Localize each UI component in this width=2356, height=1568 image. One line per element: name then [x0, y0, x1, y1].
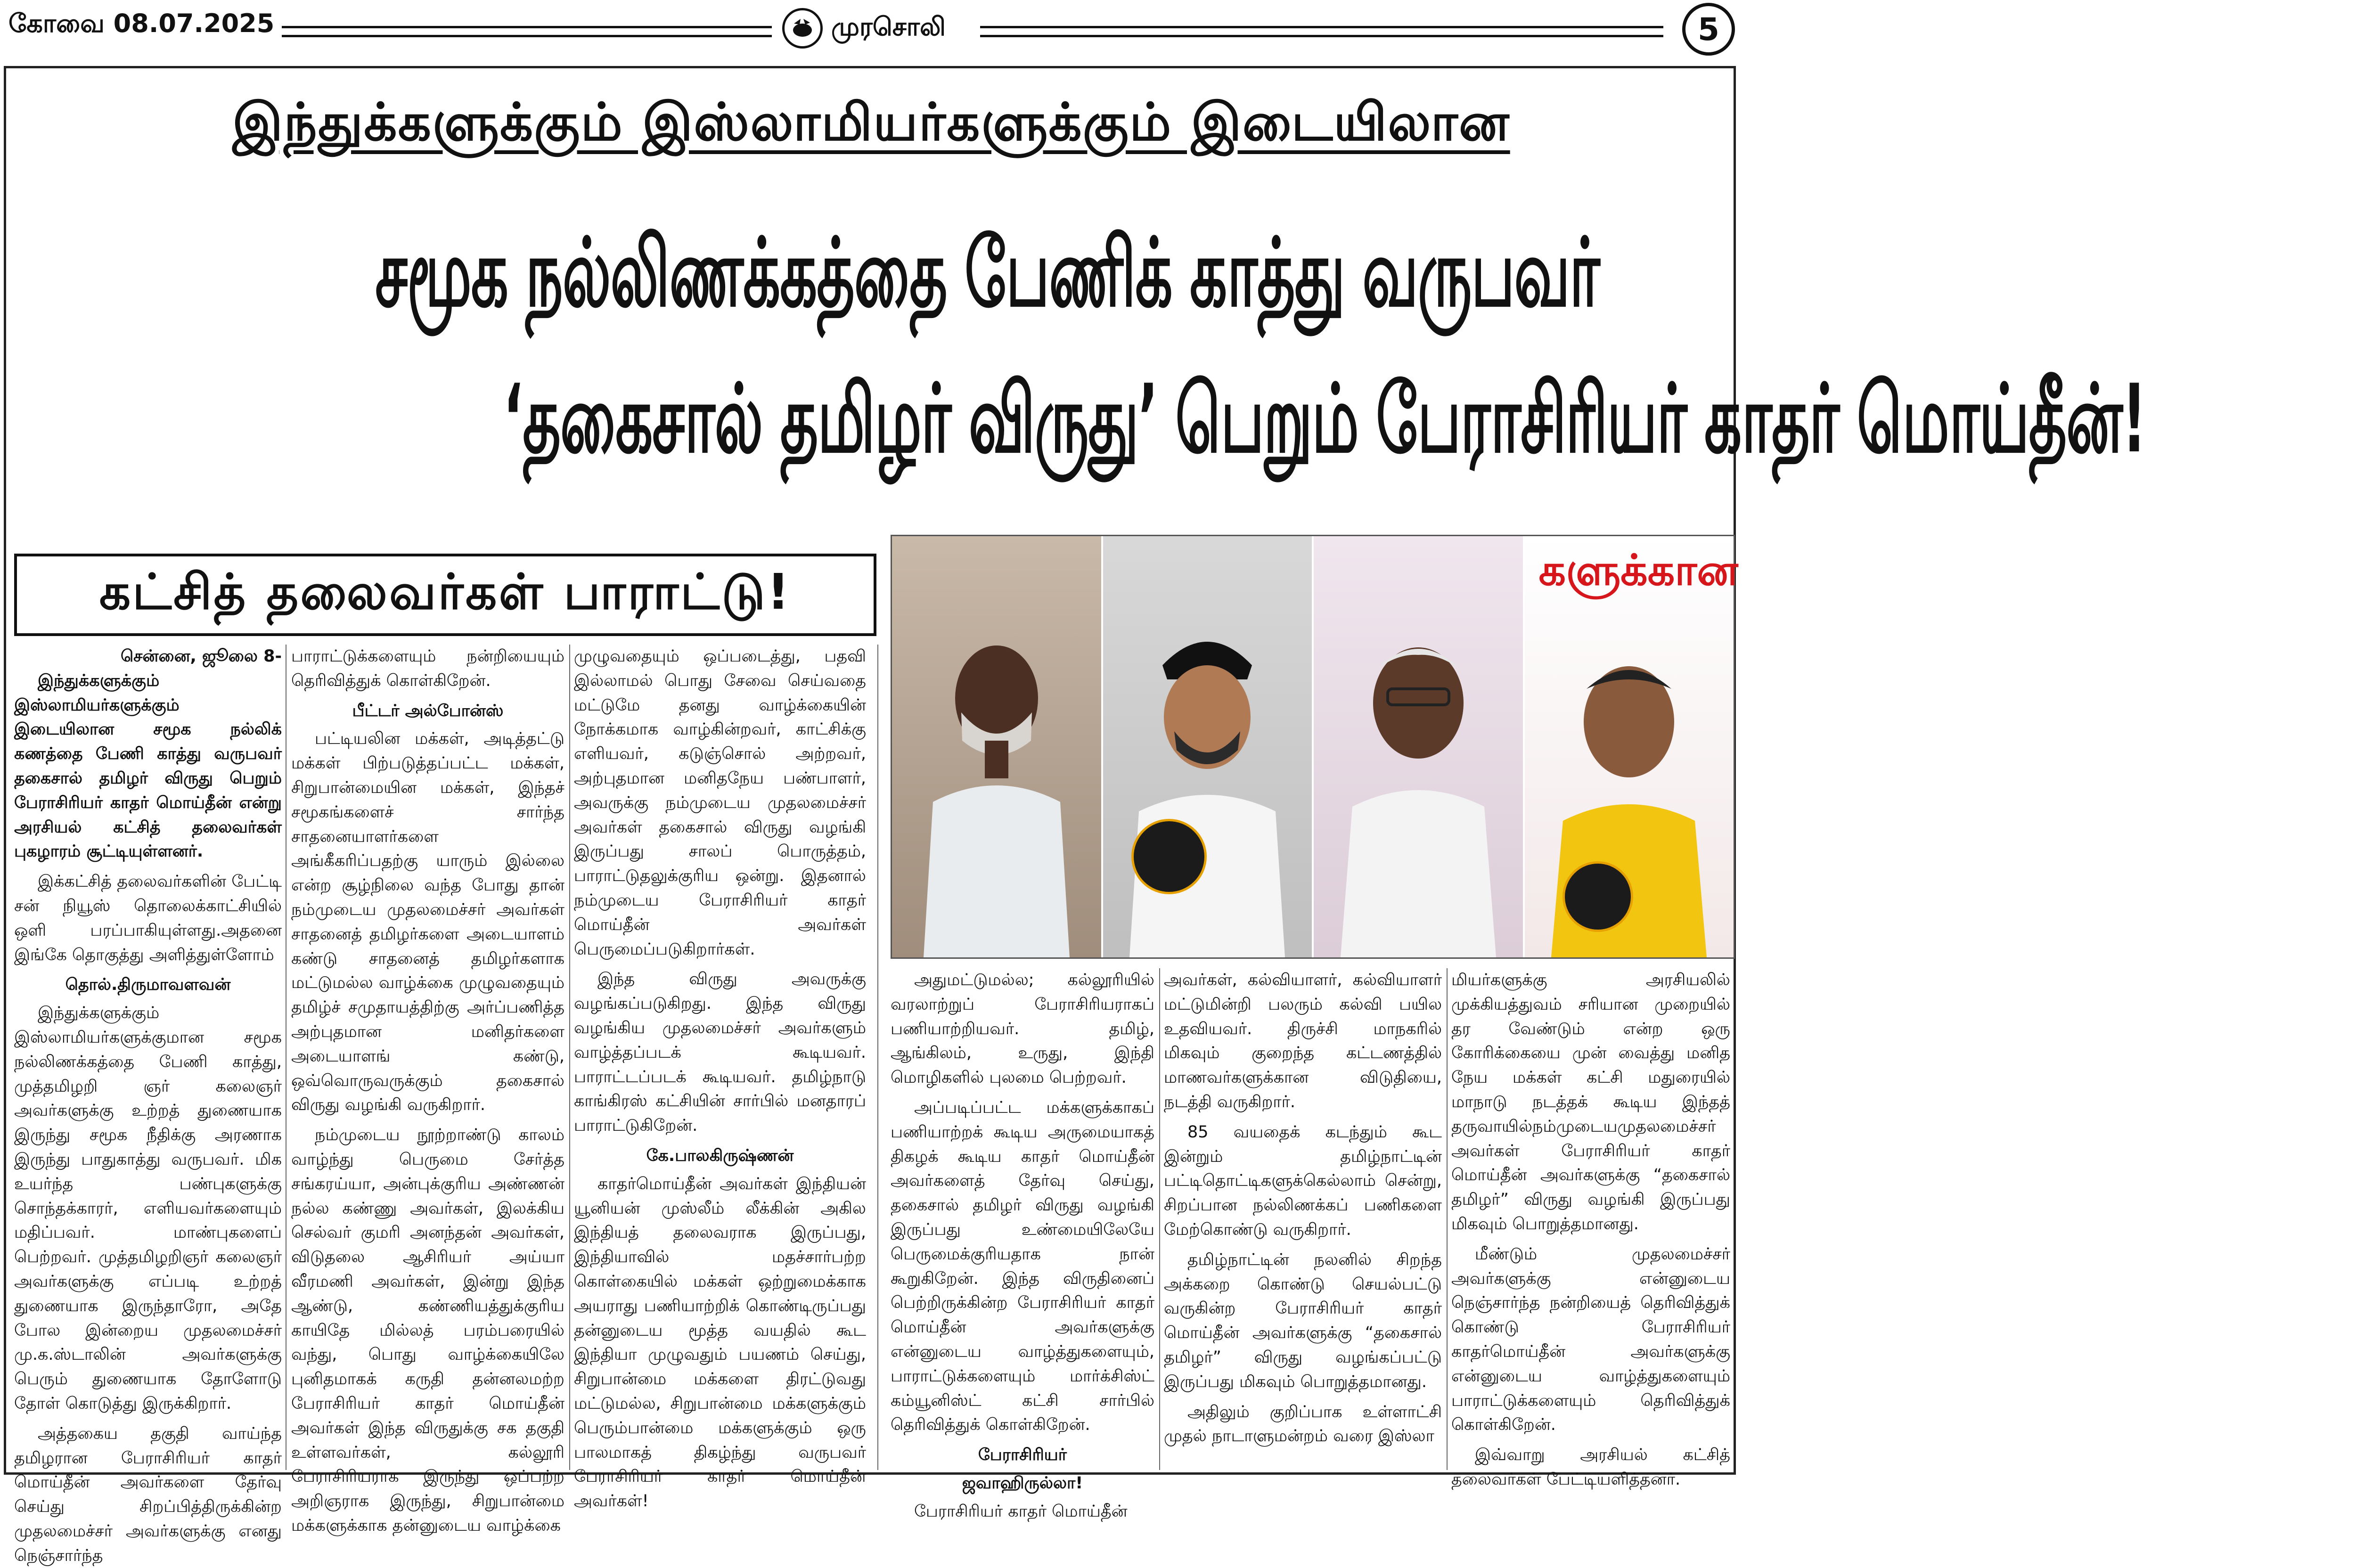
photo-jawahirullah: [1103, 536, 1314, 957]
masthead: [0, 0, 1742, 61]
subhead-box: [14, 554, 876, 636]
speaker-subhead: பீட்டர் அல்போன்ஸ்: [352, 701, 504, 720]
column-rule: [1159, 968, 1160, 1470]
speaker-subhead: தொல்.திருமாவளவன்: [65, 975, 231, 995]
column-rule: [877, 645, 878, 1470]
body-paragraph: அவர்கள், கல்வியாளர், கல்வியாளர் மட்டுமின்றி பலரும் கல்வி பயில உதவியவர். திருச்சி மாநகரில் மிகவும் குறைந்த கட்டணத்தில் மாணவர்களுக்கான விடுதியை, நடத்தி வருகிறார்.: [1164, 971, 1442, 1111]
headline-kicker: [0, 92, 1742, 159]
body-paragraph: நம்முடைய நூற்றாண்டு காலம் வாழ்ந்து பெருமை சேர்த்த சங்கரய்யா, அன்புக்குரிய அண்ணன் நல்ல கண்ணு அவர்கள், இலக்கிய செல்வர் குமரி அனந்தன் அவர்கள், விடுதலை ஆசிரியர் அய்யா வீரமணி அவர்கள், இன்று இந்த ஆண்டு, கண்ணியத்துக்குரிய காயிதே மில்லத் பரம்பரையில் வந்து, பொது வாழ்க்கையிலே புனிதமாகக் கருதி தன்னலமற்ற பேராசிரியர் காதர் மொய்தீன் அவர்கள் இந்த விருதுக்கு சக தகுதி உள்ளவர்கள், கல்லூரி பேராசிரியராக இருந்து ஒப்பற்ற அறிஞராக இருந்து, சிறுபான்மை மக்களுக்காக தன்னுடைய வாழ்க்கை: [291, 1126, 564, 1535]
paper-name: முரசொலி: [831, 11, 946, 41]
article-column-2: [291, 645, 564, 1535]
photo-balakrishnan: [1314, 536, 1525, 957]
edition-date: கோவை 08.07.2025: [8, 8, 275, 38]
body-paragraph: 85 வயதைக் கடந்தும் கூட இன்றும் தமிழ்நாட்டின் பட்டிதொட்டிகளுக்கெல்லாம் சென்று, சிறப்பான நல்லிணக்கப் பணிகளை மேற்கொண்டு வருகிறார்.: [1164, 1122, 1442, 1239]
article-column-1: [14, 645, 282, 1565]
column-rule: [1447, 968, 1448, 1470]
dateline: சென்னை, ஜூலை 8-: [120, 647, 282, 666]
leaders-photo-strip: [891, 535, 1738, 959]
article-column-4: [891, 968, 1154, 1521]
headline-line-1-text: சமூக நல்லிணக்கத்தை பேணிக் காத்து வருபவர்: [375, 218, 1600, 328]
person-3-figure: [1341, 599, 1496, 957]
microphone-icon: [1131, 819, 1207, 894]
banner-text: களுக்கான: [1538, 546, 1738, 595]
body-paragraph: அப்படிப்பட்ட மக்களுக்காகப் பணியாற்றக் கூடிய அருமையாகத் திகழக் கூடிய காதர் மொய்தீன் அவர்களைத் தேர்வு செய்து, தகைசால் தமிழர் விருது வழங்கி இருப்பது உண்மையிலேயே பெருமைக்குரியதாக நான் கூறுகிறேன். இந்த விருதினைப் பெற்றிருக்கின்ற பேராசிரியர் காதர் மொய்தீன் அவர்களுக்கு என்னுடைய வாழ்த்துகளையும், பாராட்டுக்களையும் மார்க்சிஸ்ட் கம்யூனிஸ்ட் கட்சி சார்பில் தெரிவித்துக் கொள்கிறேன்.: [891, 1098, 1154, 1435]
body-paragraph: தமிழ்நாட்டின் நலனில் சிறந்த அக்கறை கொண்டு செயல்பட்டு வருகின்ற பேராசிரியர் காதர் மொய்தீன் அவர்களுக்கு “தகைசால் தமிழர்” விருது வழங்கப்பட்டு இருப்பது மிகவும் பொறுத்தமானது.: [1164, 1250, 1442, 1391]
body-paragraph: அதிலும் குறிப்பாக உள்ளாட்சி முதல் நாடாளுமன்றம் வரை இஸ்லா: [1164, 1402, 1442, 1446]
body-paragraph: முழுவதையும் ஒப்படைத்து, பதவி இல்லாமல் பொது சேவை செய்வதை மட்டுமே தனது வாழ்க்கையின் நோக்கமாக வாழ்கின்றவர், காட்சிக்கு எளியவர், கடுஞ்சொல் அற்றவர், அற்புதமான மனிதநேய பண்பாளர், அவருக்கு நம்முடைய முதலமைச்சர் அவர்கள் தகைசால் விருது வழங்கி இருப்பது சாலப் பொருத்தம், பாராட்டுதலுக்குரிய ஒன்று. இதனால் நம்முடைய பேராசிரியர் காதர் மொய்தீன் அவர்கள் பெருமைப்படுகிறார்கள்.: [574, 647, 866, 959]
headline-line-1: [0, 218, 1742, 328]
photo-peter-alphonse: [1525, 536, 1738, 957]
person-1-figure: [919, 599, 1074, 957]
headline-kicker-text: இந்துக்களுக்கும் இஸ்லாமியர்களுக்கும் இடையிலான: [232, 92, 1510, 152]
person-2-figure: [1129, 599, 1285, 957]
body-paragraph: இந்த விருது அவருக்கு வழங்கப்படுகிறது. இந்த விருது வழங்கிய முதலமைச்சர் அவர்களும் வாழ்த்தப்படக் கூடியவர். பாராட்டப்படக் கூடியவர். தமிழ்நாடு காங்கிரஸ் கட்சியின் சார்பில் மனதாரப் பாராட்டுகிறேன்.: [574, 970, 866, 1135]
speaker-subhead: பேராசிரியர்: [978, 1446, 1067, 1465]
body-paragraph: இவ்வாறு அரசியல் கட்சித் தலைவர்கள் பேட்டியளித்தனர்.: [1451, 1446, 1730, 1489]
page-number: 5: [1682, 3, 1735, 56]
lead-paragraph: இந்துக்களுக்கும் இஸ்லாமியர்களுக்கும் இடையிலான சமூக நல்லிக் கணத்தை பேணி காத்து வருபவர் தகைசால் தமிழர் விருது பெறும் பேராசிரியர் காதர் மொய்தீன் என்று அரசியல் கட்சித் தலைவர்கள் புகழாரம் சூட்டியுள்ளனர்.: [14, 671, 282, 861]
speaker-subhead: ஜவாஹிருல்லா!: [962, 1473, 1083, 1493]
article-column-5: [1164, 968, 1442, 1470]
body-paragraph: பாராட்டுக்களையும் நன்றியையும் தெரிவித்துக் கொள்கிறேன்.: [291, 647, 564, 690]
body-paragraph: இக்கட்சித் தலைவர்களின் பேட்டி சன் நியூஸ் தொலைக்காட்சியில் ஒளி பரப்பாகியுள்ளது.அதனை இங்கே தொகுத்து அளித்துள்ளோம்: [14, 872, 282, 964]
body-paragraph: பேராசிரியர் காதர் மொய்தீன்: [914, 1502, 1128, 1521]
body-paragraph: அத்தகைய தகுதி வாய்ந்த தமிழரான பேராசிரியர் காதர் மொய்தீன் அவர்களை தேர்வு செய்து சிறப்பித்திருக்கின்ற முதலமைச்சர் அவர்களுக்கு எனது நெஞ்சார்ந்த: [14, 1424, 282, 1565]
headline-line-2-text: ‘தகைசால் தமிழர் விருது’ பெறும் பேராசிரியர் காதர் மொய்தீன்!: [503, 364, 2146, 474]
body-paragraph: இந்துக்களுக்கும் இஸ்லாமியர்களுக்குமான சமூக நல்லிணக்கத்தை பேணி காத்து, முத்தமிழறி ஞர் கலைஞர் அவர்களுக்கு உற்றத் துணையாக இருந்து சமூக நீதிக்கு அரணாக இருந்து பாதுகாத்து வருபவர். மிக உயர்ந்த பண்புகளுக்கு சொந்தக்காரர், எளியவர்களையும் மதிப்பவர். மாண்புகளைப் பெற்றவர். முத்தமிழறிஞர் கலைஞர் அவர்களுக்கு எப்படி உற்றத் துணையாக இருந்தாரோ, அதே போல இன்றைய முதலமைச்சர் மு.க.ஸ்டாலின் அவர்களுக்கு பெரும் துணையாக தோளோடு தோள் கொடுத்து இருக்கிறார்.: [14, 1004, 282, 1413]
body-paragraph: மியர்களுக்கு அரசியலில் முக்கியத்துவம் சரியான முறையில் தர வேண்டும் என்ற ஒரு கோரிக்கையை முன் வைத்து மனித நேய மக்கள் கட்சி மதுரையில் மாநாடு நடத்தக் கூடிய இந்தத் தருவாயில்நம்முடையமுதலமைச்சர் அவர்கள் பேராசிரியர் காதர் மொய்தீன் அவர்களுக்கு “தகைசால் தமிழர்” விருது வழங்கி இருப்பது மிகவும் பொறுத்தமானது.: [1451, 971, 1730, 1233]
microphone-icon: [1562, 861, 1633, 932]
drum-logo-icon: [782, 8, 823, 49]
article-column-6: [1451, 968, 1730, 1489]
article-column-3: [574, 645, 866, 1511]
body-paragraph: மீண்டும் முதலமைச்சர் அவர்களுக்கு என்னுடைய நெஞ்சார்ந்த நன்றியைத் தெரிவித்துக் கொண்டு பேராசிரியர் காதர்மொய்தீன் அவர்களுக்கு என்னுடைய வாழ்த்துகளையும் பாராட்டுக்களையும் தெரிவித்துக் கொள்கிறேன்.: [1451, 1244, 1730, 1435]
body-paragraph: அதுமட்டுமல்ல; கல்லூரியில் வரலாற்றுப் பேராசிரியராகப் பணியாற்றியவர். தமிழ், ஆங்கிலம், உருது, இந்தி மொழிகளில் புலமை பெற்றவர்.: [891, 971, 1154, 1087]
subhead-text: கட்சித் தலைவர்கள் பாராட்டு!: [99, 563, 792, 621]
headline-line-2: [0, 364, 2146, 474]
speaker-subhead: கே.பாலகிருஷ்ணன்: [646, 1146, 794, 1165]
body-paragraph: காதர்மொய்தீன் அவர்கள் இந்தியன் யூனியன் முஸ்லீம் லீக்கின் அகில இந்தியத் தலைவராக இருப்பது, இந்தியாவில் மதச்சார்பற்ற கொள்கையில் மக்கள் ஒற்றுமைக்காக அயராது பணியாற்றிக் கொண்டிருப்பது தன்னுடைய மூத்த வயதில் கூட இந்தியா முழுவதும் பயணம் செய்து, சிறுபான்மை மக்களை திரட்டுவது மட்டுமல்ல, சிறுபான்மை மக்களுக்கும் பெரும்பான்மை மக்களுக்கும் ஒரு பாலமாகத் திகழ்ந்து வருபவர் பேராசிரியர் காதர் மொய்தீன் அவர்கள்!: [574, 1174, 866, 1511]
paper-logo: [782, 6, 946, 51]
masthead-rule-left: [282, 26, 772, 37]
body-paragraph: பட்டியலின மக்கள், அடித்தட்டு மக்கள் பிற்படுத்தப்பட்ட மக்கள், சிறுபான்மையின மக்கள், இந்தச் சமூகங்களைச் சார்ந்த சாதனையாளர்களை அங்கீகரிப்பதற்கு யாரும் இல்லை என்ற சூழ்நிலை வந்த போது தான் நம்முடைய முதலமைச்சர் அவர்கள் சாதனைத் தமிழர்களை அடையாளம் கண்டு சாதனைத் தமிழர்களாக மட்டுமல்ல வாழ்க்கை முழுவதையும் தமிழ்ச் சமுதாயத்திற்கு அர்ப்பணித்த அற்புதமான மனிதர்களை அடையாளங் கண்டு, ஒவ்வொருவருக்கும் தகைசால் விருது வழங்கி வருகிறார்.: [291, 729, 564, 1115]
masthead-rule-right: [980, 26, 1663, 37]
photo-thirumavalavan: [892, 536, 1103, 957]
column-rule: [569, 645, 570, 1470]
